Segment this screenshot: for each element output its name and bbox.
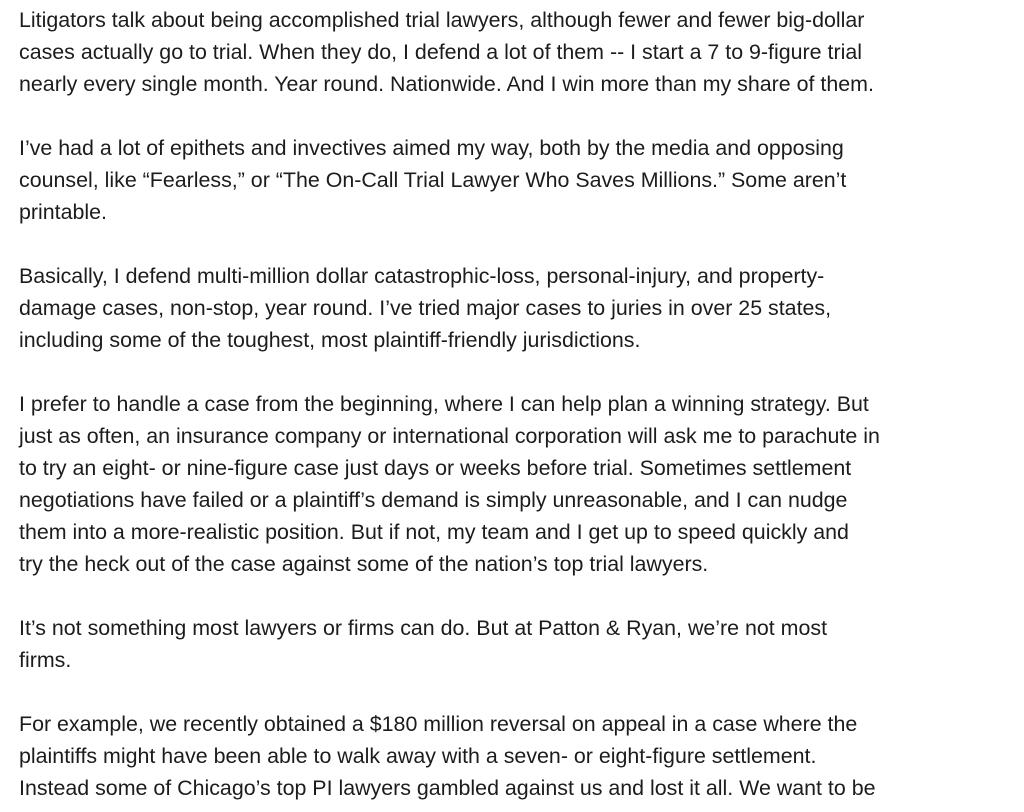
text-line: counsel, like “Fearless,” or “The On-Call Trial Lawyer Who Saves Millions.” Some aren’t <box>19 168 847 192</box>
text-line: try the heck out of the case against some of the nation’s top trial lawyers. <box>19 552 709 576</box>
text-line: firms. <box>19 648 72 672</box>
text-line: them into a more-realistic position. But if not, my team and I get up to speed quickly and <box>19 520 849 544</box>
text-line: It’s not something most lawyers or firms can do. But at Patton & Ryan, we’re not most <box>19 616 828 640</box>
paragraph-3 <box>19 260 1019 356</box>
text-line: printable. <box>19 200 107 224</box>
text-line: For example, we recently obtained a $180 million reversal on appeal in a case where the <box>19 712 858 736</box>
paragraph-1 <box>19 4 1019 100</box>
text-line: damage cases, non-stop, year round. I’ve tried major cases to juries in over 25 states, <box>19 296 832 320</box>
paragraph-5 <box>19 612 1019 676</box>
text-line: plaintiffs might have been able to walk away with a seven- or eight-figure settlement. <box>19 744 817 768</box>
text-line: cases actually go to trial. When they do, I defend a lot of them -- I start a 7 to 9-figure trial <box>19 40 862 64</box>
text-line: negotiations have failed or a plaintiff’s demand is simply unreasonable, and I can nudge <box>19 488 848 512</box>
paragraph-4 <box>19 388 1019 580</box>
article-body <box>19 4 1019 812</box>
text-line: I prefer to handle a case from the beginning, where I can help plan a winning strategy. But <box>19 392 869 416</box>
text-line: Litigators talk about being accomplished trial lawyers, although fewer and fewer big-dollar <box>19 8 865 32</box>
text-line: Basically, I defend multi-million dollar catastrophic-loss, personal-injury, and property- <box>19 264 825 288</box>
text-line: just as often, an insurance company or international corporation will ask me to parachute in <box>19 424 880 448</box>
text-line: nearly every single month. Year round. Nationwide. And I win more than my share of them. <box>19 72 874 96</box>
text-line: to try an eight- or nine-figure case just days or weeks before trial. Sometimes settlement <box>19 456 852 480</box>
paragraph-6 <box>19 708 1019 804</box>
text-line: I’ve had a lot of epithets and invectives aimed my way, both by the media and opposing <box>19 136 844 160</box>
paragraph-2 <box>19 132 1019 228</box>
text-line: Instead some of Chicago’s top PI lawyers gambled against us and lost it all. We want to be <box>19 776 876 800</box>
text-line: including some of the toughest, most plaintiff-friendly jurisdictions. <box>19 328 641 352</box>
